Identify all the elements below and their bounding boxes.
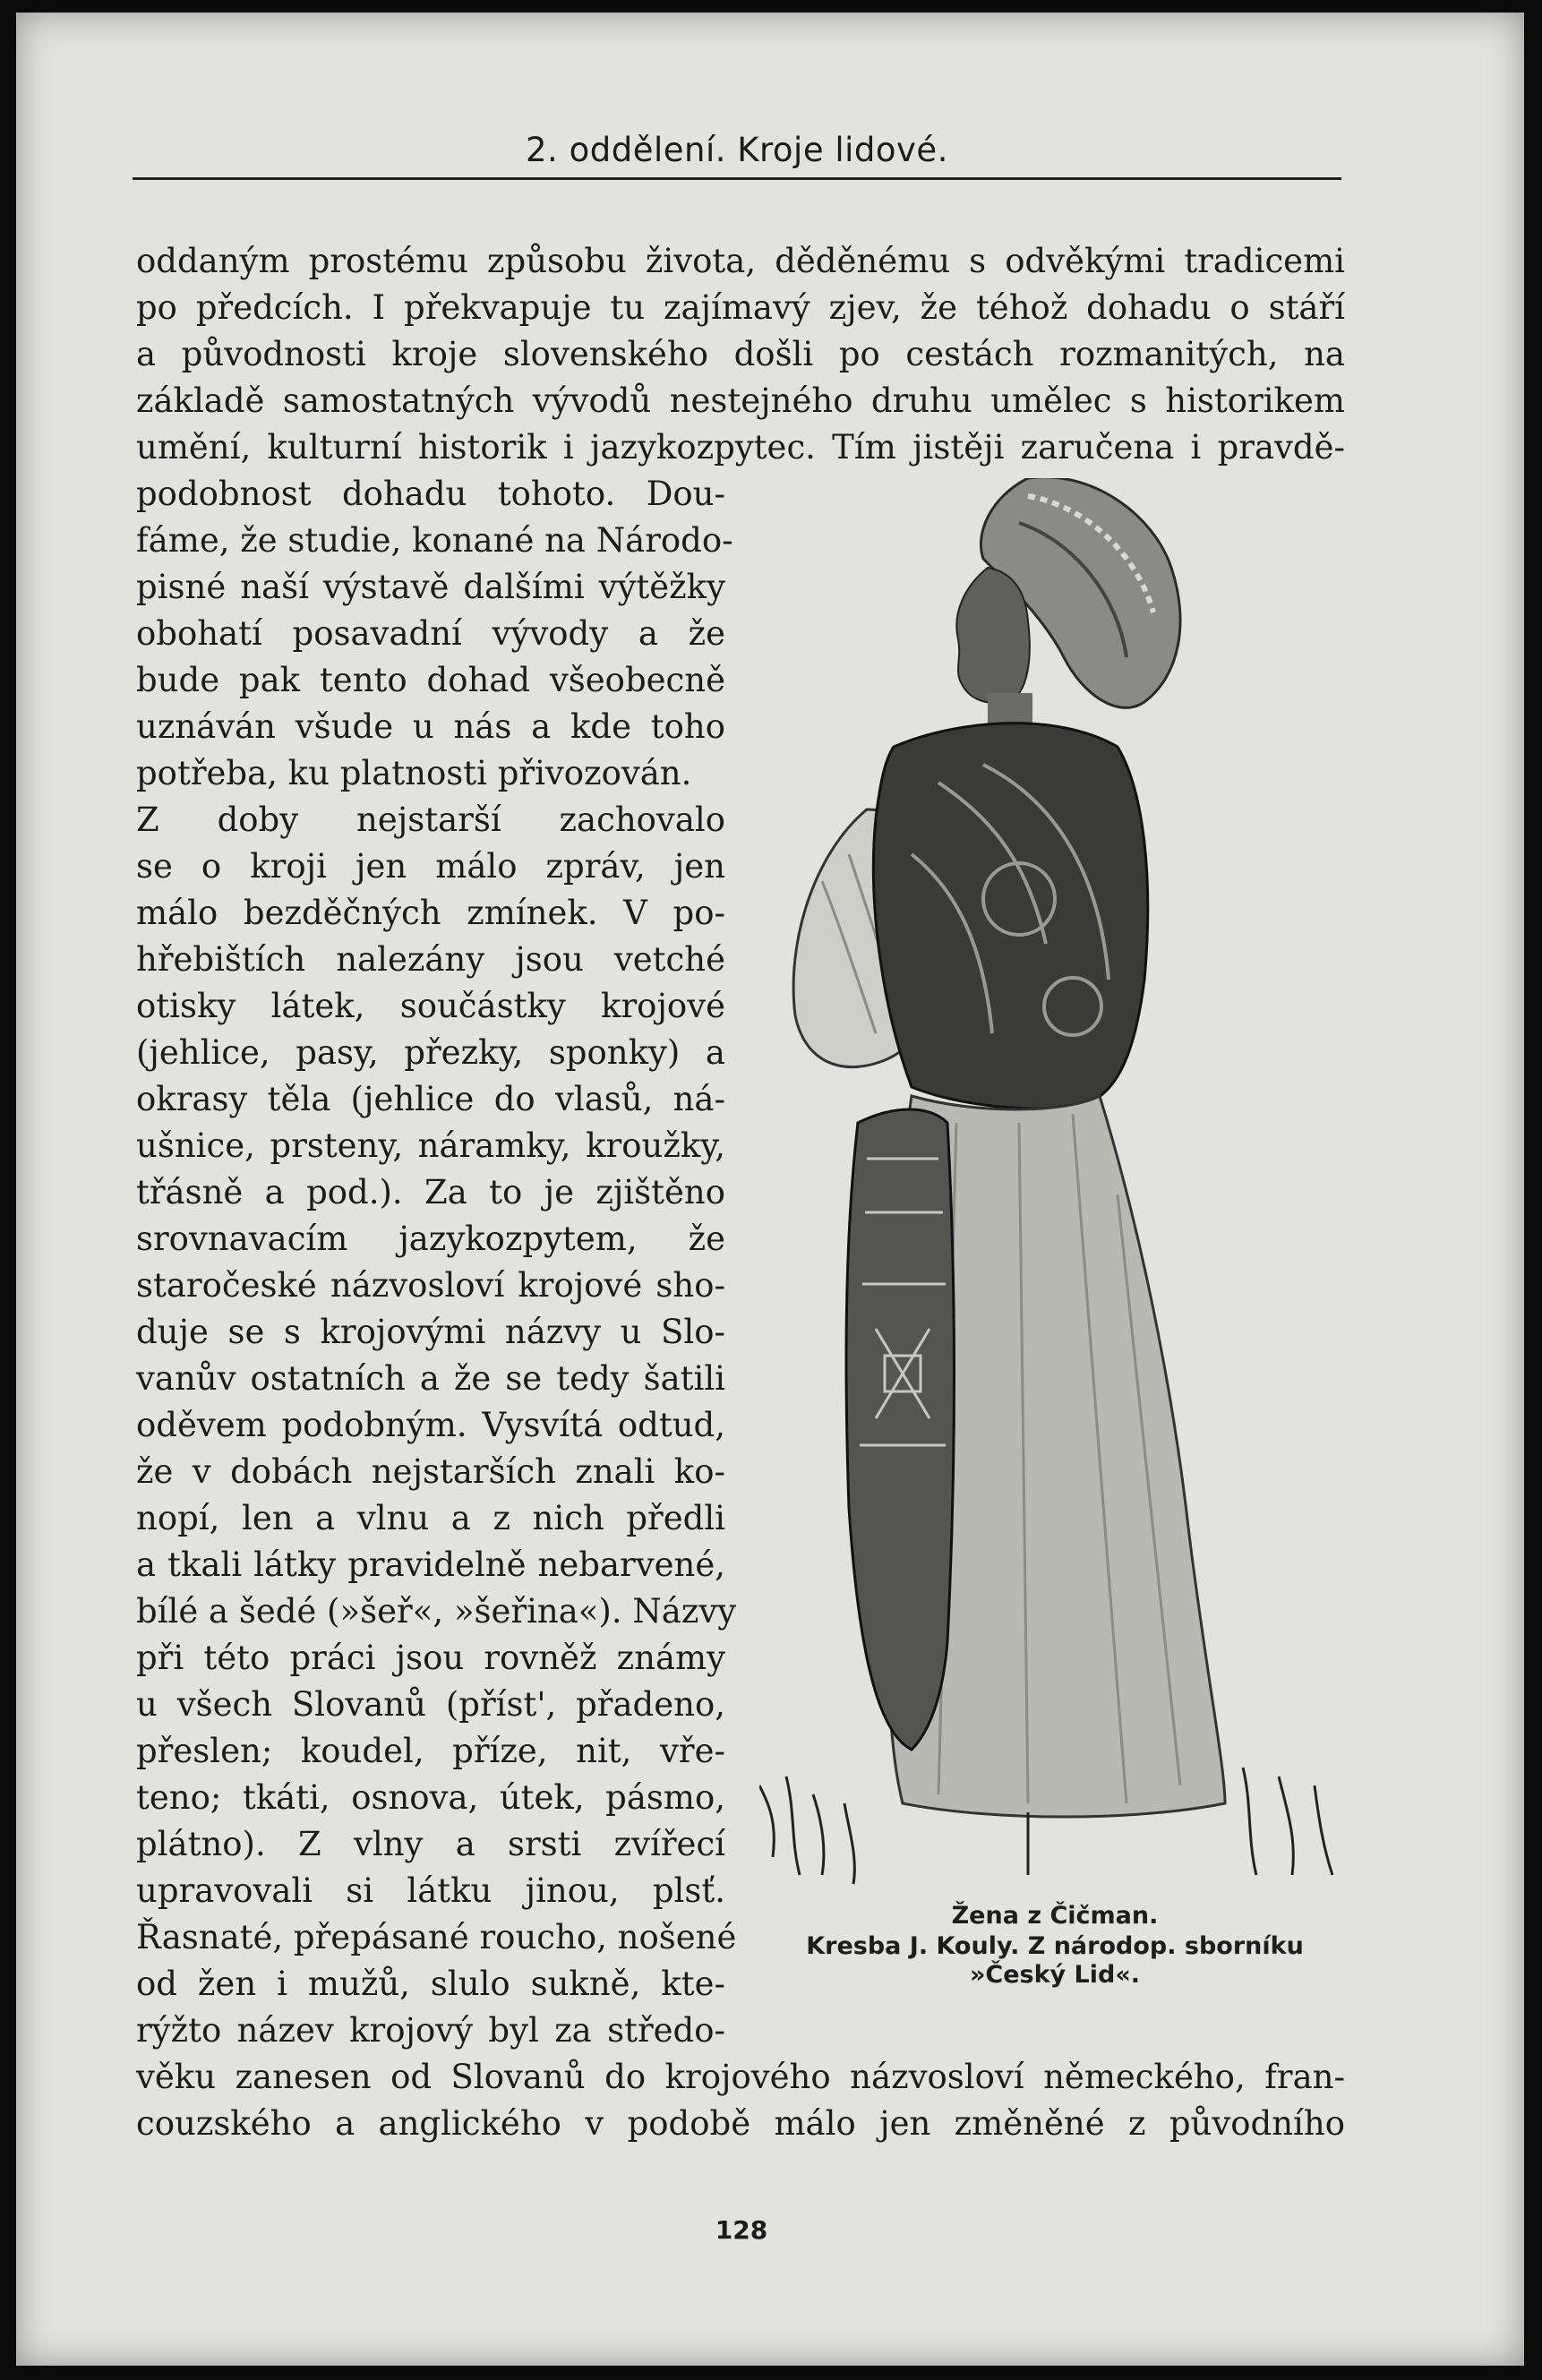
text-line: obohatí posavadní vývody a že <box>136 614 725 653</box>
text-line: při této práci jsou rovněž známy <box>136 1639 725 1677</box>
figure-caption-credit: Kresba J. Kouly. Z národop. sborníku <box>806 1932 1304 1960</box>
text-line: Z doby nejstarší zachovalo <box>136 800 725 839</box>
text-line: teno; tkáti, osnova, útek, pásmo, <box>136 1778 725 1817</box>
text-line: couzského a anglického v podobě málo jen změněné z původního <box>136 2104 1345 2143</box>
text-line: duje se s krojovými názvy u Slo- <box>136 1313 725 1351</box>
text-line: nopí, len a vlnu a z nich předli <box>136 1499 725 1537</box>
text-line: u všech Slovanů (příst', přadeno, <box>136 1685 725 1724</box>
text-line: od žen i mužů, slulo sukně, kte- <box>136 1965 725 2003</box>
text-line: upravovali si látku jinou, plsť. <box>136 1871 725 1910</box>
text-line: umění, kulturní historik i jazykozpytec. Tím jistěji zaručena i pravdě- <box>136 428 1345 467</box>
text-line: potřeba, ku platnosti přivozován. <box>136 754 692 792</box>
text-line: oddaným prostému způsobu života, děděnému s odvěkými tradicemi <box>136 242 1345 280</box>
text-line: třásně a pod.). Za to je zjištěno <box>136 1173 725 1211</box>
text-line: a tkali látky pravidelně nebarvené, <box>136 1545 725 1584</box>
text-line: bude pak tento dohad všeobecně <box>136 661 725 699</box>
text-line: uznáván všude u nás a kde toho <box>136 707 725 746</box>
text-line: základě samostatných vývodů nestejného druhu umělec s historikem <box>136 381 1345 420</box>
header-rule <box>133 177 1341 180</box>
text-line: málo bezděčných zmínek. V po- <box>136 894 725 932</box>
text-line: podobnost dohadu tohoto. Dou- <box>136 475 725 513</box>
running-header: 2. oddělení. Kroje lidové. <box>526 131 948 169</box>
text-line: srovnavacím jazykozpytem, že <box>136 1220 725 1258</box>
figure-caption-title: Žena z Čičman. <box>951 1902 1159 1930</box>
text-line: se o kroji jen málo zpráv, jen <box>136 847 725 886</box>
text-line: věku zanesen od Slovanů do krojového názvosloví německého, fran- <box>136 2058 1345 2096</box>
text-line: plátno). Z vlny a srsti zvířecí <box>136 1825 725 1863</box>
text-line: oděvem podobným. Vysvítá odtud, <box>136 1406 725 1444</box>
page-number: 128 <box>715 2215 768 2245</box>
text-line: Řasnaté, přepásané roucho, nošené <box>136 1918 737 1956</box>
text-line: hřebištích nalezány jsou vetché <box>136 940 725 979</box>
figure-caption-source: »Český Lid«. <box>969 1961 1141 1989</box>
text-line: okrasy těla (jehlice do vlasů, ná- <box>136 1080 725 1118</box>
text-line: otisky látek, součástky krojové <box>136 987 725 1025</box>
text-line: po předcích. I překvapuje tu zajímavý zjev, že téhož dohadu o stáří <box>136 288 1345 327</box>
text-line: rýžto název krojový byl za středo- <box>136 2011 725 2050</box>
text-line: bílé a šedé (»šeř«, »šeřina«). Názvy <box>136 1592 737 1631</box>
text-line: (jehlice, pasy, přezky, sponky) a <box>136 1033 725 1072</box>
text-line: pisné naší výstavě dalšími výtěžky <box>136 568 725 606</box>
text-line: staročeské názvosloví krojové sho- <box>136 1266 725 1305</box>
illustration-woman-in-folk-costume <box>759 478 1350 1893</box>
text-line: že v dobách nejstarších znali ko- <box>136 1452 725 1491</box>
text-line: ušnice, prsteny, náramky, kroužky, <box>136 1126 725 1165</box>
text-line: vanův ostatních a že se tedy šatili <box>136 1359 725 1398</box>
text-line: přeslen; koudel, příze, nit, vře- <box>136 1732 725 1770</box>
text-line: fáme, že studie, konané na Národo- <box>136 521 733 560</box>
text-line: a původnosti kroje slovenského došli po cestách rozmanitých, na <box>136 335 1345 373</box>
book-page <box>16 13 1524 2366</box>
